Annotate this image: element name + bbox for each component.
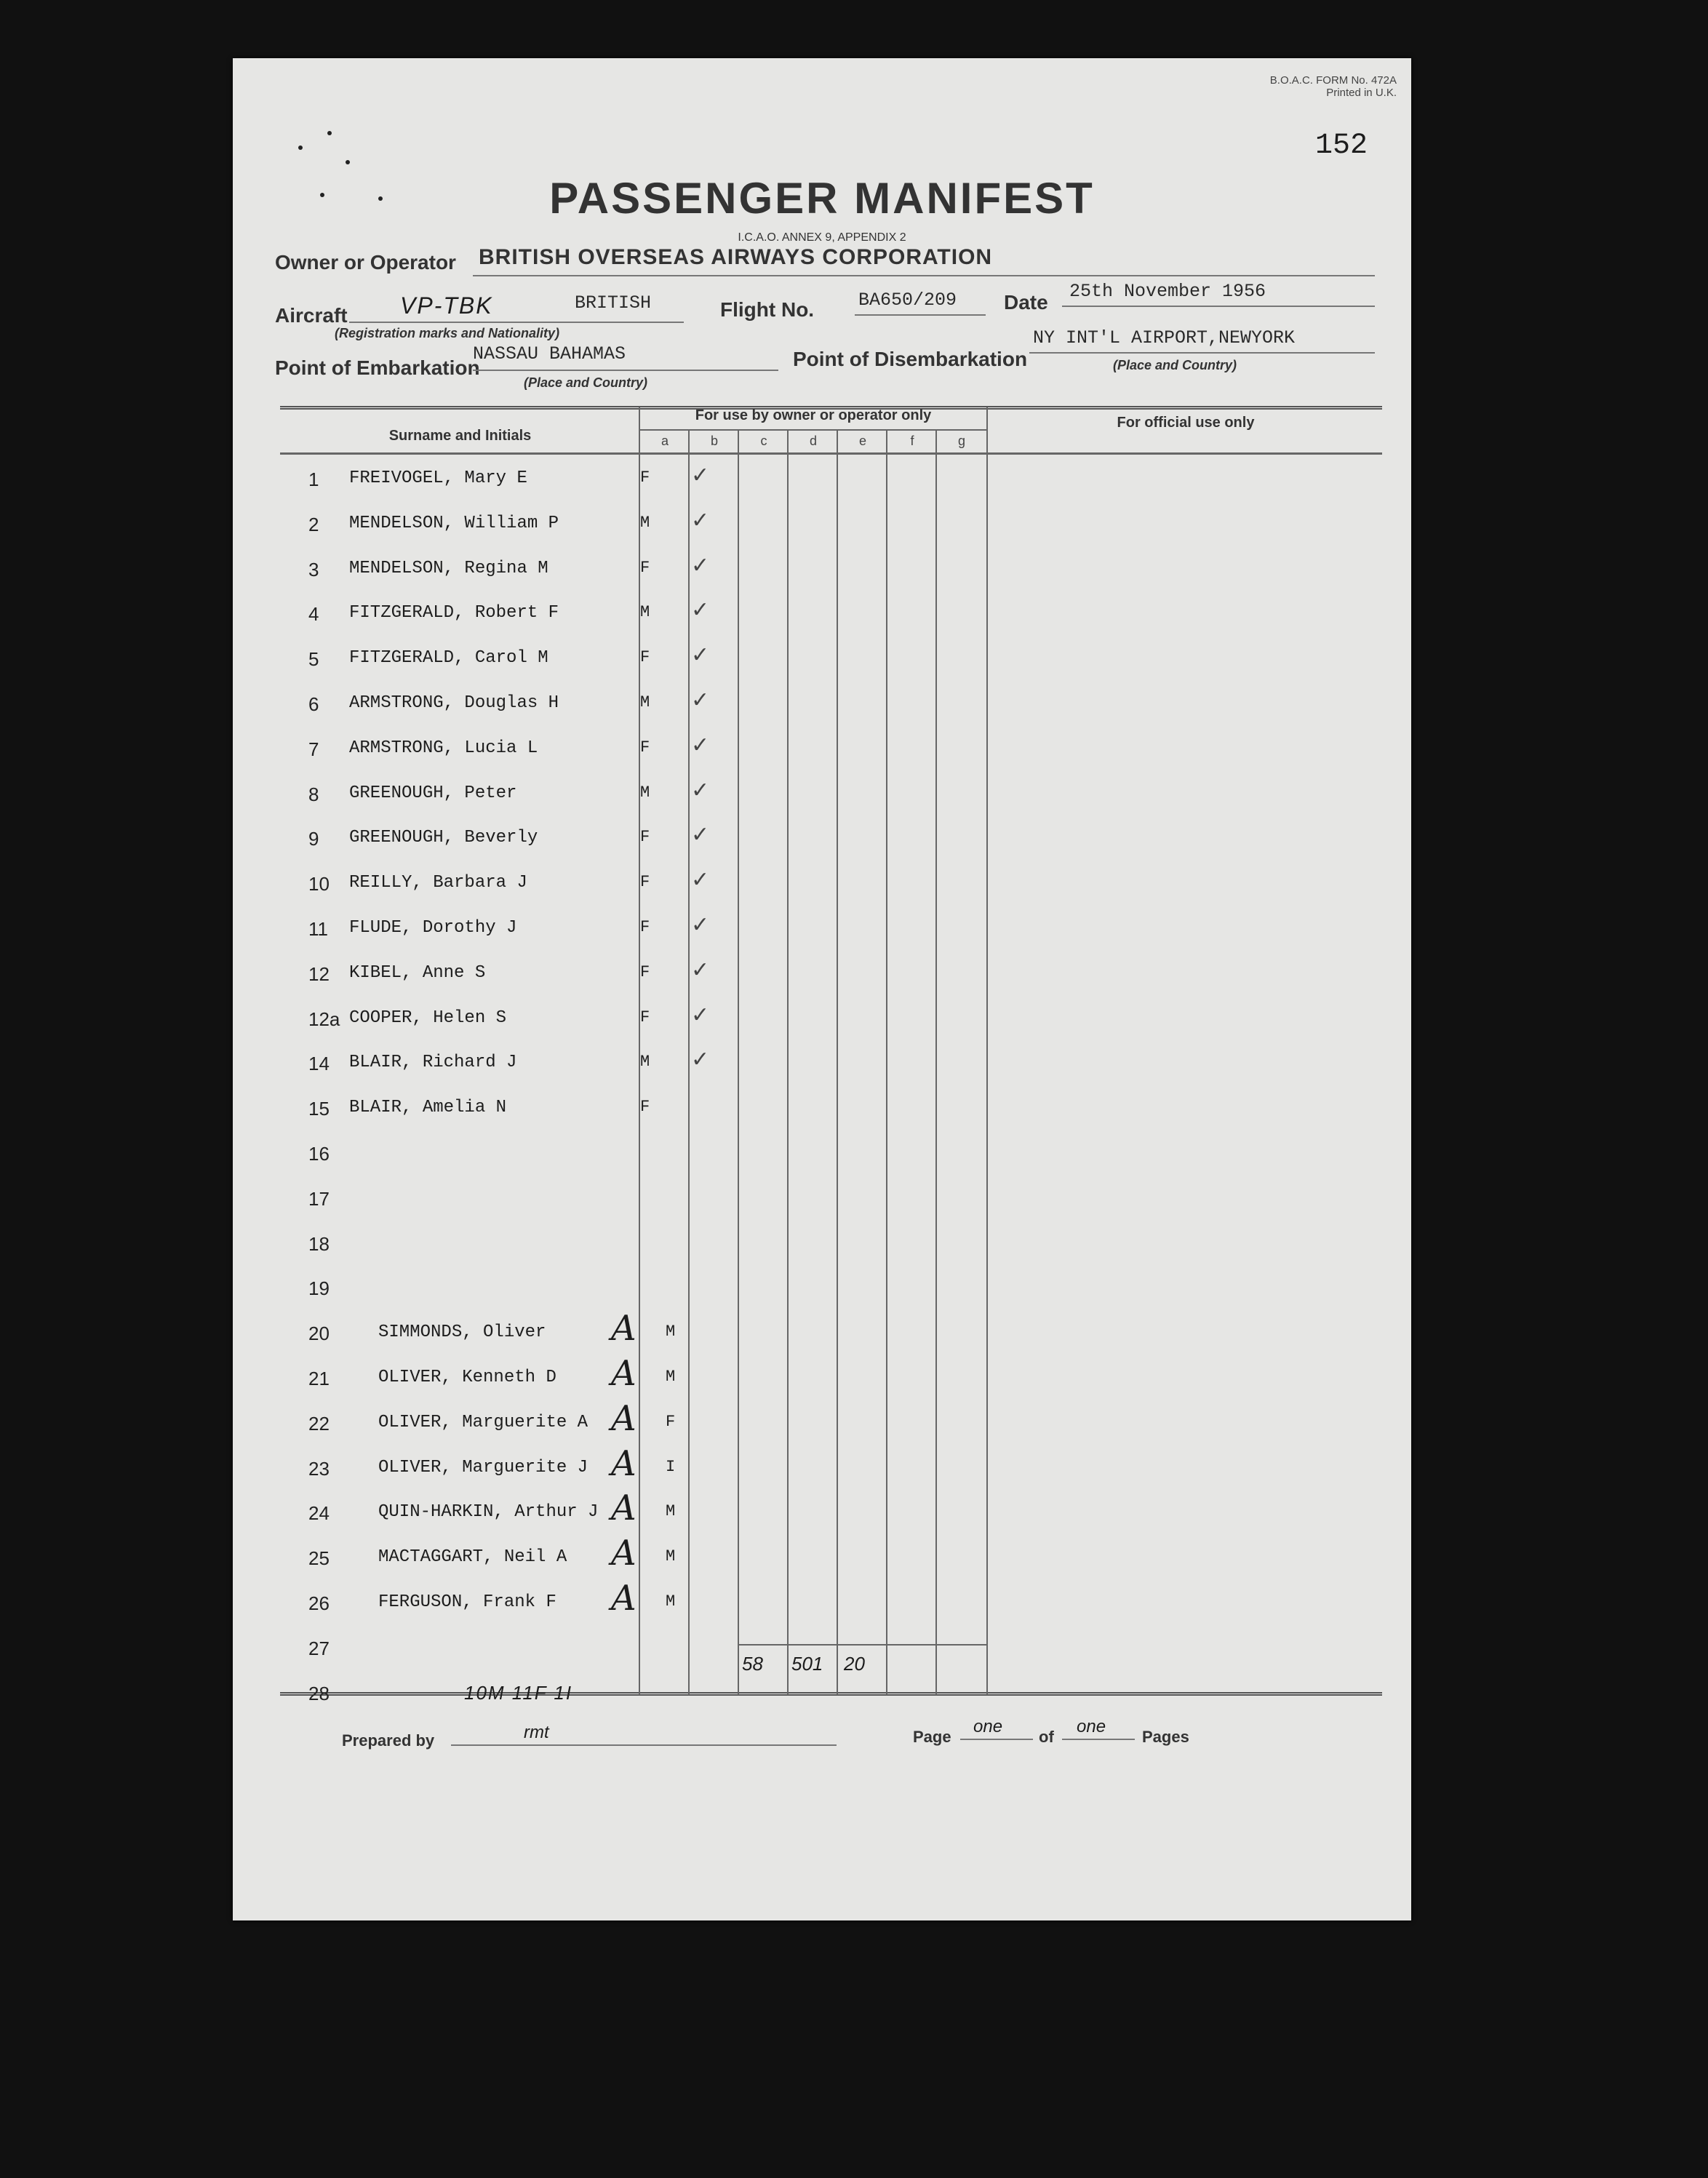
sex-code: F (640, 559, 650, 577)
col-d-header: d (809, 434, 817, 448)
sex-code: M (666, 1547, 676, 1565)
handwritten-mark: A (611, 1578, 636, 1619)
sex-code: M (666, 1592, 676, 1611)
col-g-header: g (957, 434, 965, 448)
passenger-name: GREENOUGH, Peter (349, 783, 517, 803)
passenger-name: OLIVER, Kenneth D (378, 1368, 556, 1387)
aircraft-nationality: BRITISH (575, 292, 652, 314)
owner-underline (473, 275, 1375, 276)
disembarkation-hint: (Place and Country) (1113, 358, 1237, 372)
sex-code: F (640, 648, 650, 666)
passenger-name: BLAIR, Amelia N (349, 1098, 507, 1117)
passenger-name: SIMMONDS, Oliver (378, 1323, 546, 1342)
of-value: one (1077, 1717, 1106, 1736)
passenger-name: FREIVOGEL, Mary E (349, 468, 527, 488)
speck (327, 131, 332, 135)
sex-code: F (640, 1008, 650, 1026)
prepared-by-label: Prepared by (342, 1731, 435, 1750)
passenger-tally: 10M 11F 1I (464, 1682, 573, 1704)
check-mark: ✓ (691, 958, 710, 982)
col-rule-b (688, 429, 690, 1695)
owner-use-header: For use by owner or operator only (695, 407, 932, 423)
page-underline (960, 1739, 1033, 1740)
total-e: 20 (844, 1653, 865, 1675)
passenger-name: MACTAGGART, Neil A (378, 1547, 567, 1567)
sex-code: F (640, 873, 650, 891)
row-number: 27 (308, 1638, 330, 1659)
embarkation-hint: (Place and Country) (524, 375, 648, 390)
prepared-underline (451, 1744, 837, 1746)
header-bottom-rule (280, 452, 1382, 455)
check-mark: ✓ (691, 598, 710, 622)
flight-label: Flight No. (720, 298, 815, 321)
aircraft-label: Aircraft (275, 304, 348, 327)
disembarkation-value: NY INT'L AIRPORT,NEWYORK (1033, 327, 1296, 348)
sex-code: M (640, 603, 650, 621)
row-number: 8 (308, 783, 319, 805)
row-number: 22 (308, 1413, 330, 1435)
row-number: 17 (308, 1188, 330, 1210)
row-number: 18 (308, 1233, 330, 1255)
table-bottom-rule (280, 1692, 1382, 1696)
subtitle: I.C.A.O. ANNEX 9, APPENDIX 2 (738, 231, 906, 244)
page-title: PASSENGER MANIFEST (549, 174, 1095, 223)
speck (378, 196, 383, 201)
row-number: 24 (308, 1502, 330, 1524)
check-mark: ✓ (691, 778, 710, 802)
embarkation-label: Point of Embarkation (275, 356, 480, 379)
sex-code: M (666, 1502, 676, 1520)
speck (346, 160, 350, 164)
col-rule-g (935, 429, 937, 1695)
date-value: 25th November 1956 (1069, 281, 1266, 302)
flight-value: BA650/209 (858, 290, 957, 311)
sex-code: M (640, 693, 650, 711)
passenger-name: BLAIR, Richard J (349, 1053, 517, 1072)
passenger-name: FLUDE, Dorothy J (349, 918, 517, 938)
sex-code: F (666, 1413, 676, 1431)
check-mark: ✓ (691, 554, 710, 578)
col-rule-official (986, 407, 988, 1695)
sex-code: F (640, 738, 650, 757)
speck (320, 193, 324, 197)
embarkation-value: NASSAU BAHAMAS (473, 343, 626, 364)
speck (298, 145, 303, 150)
handwritten-mark: A (611, 1533, 636, 1573)
pages-label: Pages (1142, 1728, 1189, 1746)
sex-code: F (640, 828, 650, 846)
row-number: 20 (308, 1323, 330, 1344)
sex-code: M (666, 1323, 676, 1341)
row-number: 14 (308, 1053, 330, 1074)
check-mark: ✓ (691, 508, 710, 532)
row-number: 3 (308, 559, 319, 581)
check-mark: ✓ (691, 823, 710, 847)
check-mark: ✓ (691, 1003, 710, 1027)
embarkation-underline (473, 370, 778, 371)
passenger-name: FITZGERALD, Carol M (349, 648, 548, 668)
row-number: 11 (308, 918, 328, 940)
check-mark: ✓ (691, 913, 710, 937)
row-number: 6 (308, 693, 319, 715)
of-label: of (1039, 1728, 1054, 1746)
sex-code: M (640, 514, 650, 532)
col-rule-a (639, 407, 640, 1695)
passenger-name: MENDELSON, William P (349, 514, 559, 533)
passenger-name: OLIVER, Marguerite J (378, 1458, 588, 1477)
disembarkation-label: Point of Disembarkation (793, 348, 1028, 370)
passenger-name: FERGUSON, Frank F (378, 1592, 556, 1612)
official-use-header: For official use only (1117, 415, 1255, 431)
row-number: 23 (308, 1458, 330, 1480)
owner-header-rule (640, 429, 986, 431)
col-b-header: b (710, 434, 718, 448)
of-underline (1062, 1739, 1135, 1740)
row-number: 26 (308, 1592, 330, 1614)
passenger-name: REILLY, Barbara J (349, 873, 527, 893)
totals-rule (738, 1644, 986, 1646)
col-e-header: e (858, 434, 866, 448)
aircraft-value: VP-TBK (400, 292, 493, 319)
owner-value: BRITISH OVERSEAS AIRWAYS CORPORATION (479, 245, 993, 269)
sex-code: M (640, 783, 650, 802)
row-number: 2 (308, 514, 319, 535)
row-number: 25 (308, 1547, 330, 1569)
row-number: 12 (308, 963, 330, 985)
page-value: one (973, 1717, 1003, 1736)
row-number: 10 (308, 873, 330, 895)
col-rule-f (886, 429, 887, 1695)
handwritten-mark: A (611, 1398, 636, 1439)
row-number: 21 (308, 1368, 330, 1389)
check-mark: ✓ (691, 733, 710, 757)
sex-code: F (640, 1098, 650, 1116)
surname-header: Surname and Initials (388, 428, 532, 444)
date-underline (1062, 306, 1375, 307)
total-d: 501 (791, 1653, 823, 1675)
sex-code: M (666, 1368, 676, 1386)
row-number: 9 (308, 828, 319, 850)
passenger-name: ARMSTRONG, Douglas H (349, 693, 559, 713)
row-number: 19 (308, 1277, 330, 1299)
row-number: 16 (308, 1143, 330, 1165)
col-a-header: a (661, 434, 669, 448)
page-number: 152 (1314, 129, 1368, 162)
prepared-by-value: rmt (524, 1723, 549, 1742)
sex-code: M (640, 1053, 650, 1071)
flight-underline (855, 314, 986, 316)
date-label: Date (1004, 291, 1048, 314)
disembarkation-underline (1029, 352, 1375, 354)
check-mark: ✓ (691, 688, 710, 712)
aircraft-hint: (Registration marks and Nationality) (335, 326, 560, 340)
handwritten-mark: A (611, 1353, 636, 1394)
check-mark: ✓ (691, 463, 710, 487)
col-c-header: c (760, 434, 767, 448)
col-rule-e (837, 429, 838, 1695)
passenger-name: COOPER, Helen S (349, 1008, 507, 1028)
total-c: 58 (742, 1653, 763, 1675)
sex-code: F (640, 468, 650, 487)
passenger-name: OLIVER, Marguerite A (378, 1413, 588, 1432)
check-mark: ✓ (691, 868, 710, 892)
passenger-name: FITZGERALD, Robert F (349, 603, 559, 623)
passenger-name: ARMSTRONG, Lucia L (349, 738, 538, 758)
col-rule-d (787, 429, 789, 1695)
col-f-header: f (910, 434, 914, 448)
row-number: 28 (308, 1683, 330, 1704)
owner-label: Owner or Operator (275, 251, 456, 274)
check-mark: ✓ (691, 1048, 710, 1072)
handwritten-mark: A (611, 1488, 636, 1528)
row-number: 7 (308, 738, 319, 760)
passenger-name: MENDELSON, Regina M (349, 559, 548, 578)
aircraft-underline (349, 322, 684, 323)
passenger-name: KIBEL, Anne S (349, 963, 486, 983)
row-number: 15 (308, 1098, 330, 1120)
sex-code: I (666, 1458, 676, 1476)
passenger-name: GREENOUGH, Beverly (349, 828, 538, 847)
col-rule-c (738, 429, 739, 1695)
handwritten-mark: A (611, 1443, 636, 1484)
sex-code: F (640, 918, 650, 936)
row-number: 5 (308, 648, 319, 670)
row-number: 4 (308, 603, 319, 625)
sex-code: F (640, 963, 650, 981)
form-number: B.O.A.C. FORM No. 472A Printed in U.K. (1269, 74, 1397, 99)
row-number: 1 (308, 468, 319, 490)
row-number: 12a (308, 1008, 340, 1030)
manifest-page (233, 58, 1411, 1920)
handwritten-mark: A (611, 1308, 636, 1349)
passenger-name: QUIN-HARKIN, Arthur J (378, 1502, 599, 1522)
check-mark: ✓ (691, 643, 710, 667)
page-label: Page (913, 1728, 951, 1746)
